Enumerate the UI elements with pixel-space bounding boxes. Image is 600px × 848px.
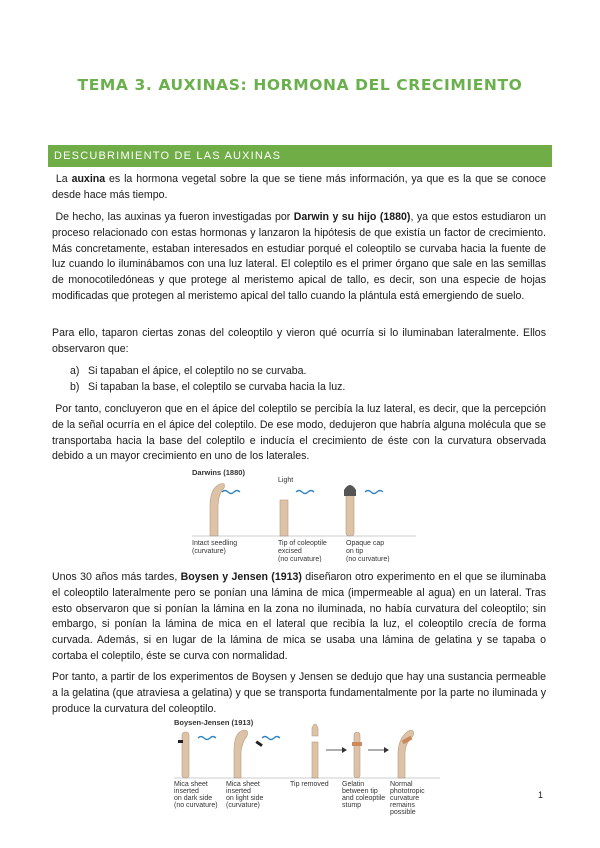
fig2-caption: possible bbox=[390, 809, 416, 816]
fig2-caption: remains bbox=[390, 802, 415, 809]
fig2-caption: Gelatin bbox=[342, 781, 365, 788]
light-wave-icon bbox=[198, 737, 216, 740]
fig2-caption: between tip bbox=[342, 788, 378, 795]
light-wave-icon bbox=[365, 491, 383, 494]
paragraph-5: Unos 30 años más tardes, Boysen y Jensen (1913) diseñaron otro experimento en el que se iluminaba el coleoptilo lateralmente pero se ponían una lámina de mica (impermeable al agua) en un lateral. Tras esto observaron que si ponían la lámina en la zona no iluminada, no había curvatura del coleoptilo; sin embargo, si ponían la lámina de mica en el lateral que recibía la luz, el coleoptilo crecía de forma curvada. Además, si en lugar de la lámina de mica se usaba una lámina de gelatina y se tapaba o cortaba el coleptilo, éste se curva con normalidad. bbox=[52, 571, 546, 662]
fig1-caption: (no curvature) bbox=[278, 556, 322, 562]
fig1-caption: excised bbox=[278, 548, 302, 555]
boysen-jensen-figure bbox=[172, 716, 442, 818]
paragraph-3: Para ello, taparon ciertas zonas del coleoptilo y vieron qué ocurría si lo iluminaban lateralmente. Ellos observaron que: bbox=[52, 327, 546, 355]
mica-sheet-icon bbox=[178, 740, 183, 743]
fig1-caption: (no curvature) bbox=[346, 556, 390, 562]
gelatin-block-icon bbox=[352, 742, 362, 746]
section-heading: DESCUBRIMIENTO DE LAS AUXINAS bbox=[48, 145, 552, 167]
fig2-caption: (curvature) bbox=[226, 802, 260, 809]
fig2-caption: phototropic bbox=[390, 788, 425, 795]
fig1-caption: Opaque cap bbox=[346, 540, 385, 547]
fig1-caption: Intact seedling bbox=[192, 540, 238, 547]
observation-list bbox=[70, 364, 540, 396]
fig1-caption: on tip bbox=[346, 548, 364, 555]
coleoptile-stump-icon bbox=[312, 742, 318, 778]
fig2-caption: Normal bbox=[390, 781, 413, 788]
fig2-caption: and coleoptile bbox=[342, 795, 386, 802]
paragraph-1: La auxina es la hormona vegetal sobre la que se tiene más información, ya que es la que se conoce desde hace más tiempo. bbox=[52, 173, 546, 201]
fig1-caption: Tip of coleoptile bbox=[278, 540, 327, 547]
fig1-caption: (curvature) bbox=[192, 548, 226, 555]
fig2-caption: curvature bbox=[390, 795, 420, 802]
fig2-caption: on light side bbox=[226, 795, 264, 802]
coleoptile-icon bbox=[354, 732, 360, 778]
light-wave-icon bbox=[262, 737, 280, 740]
fig2-caption: inserted bbox=[174, 788, 199, 795]
coleoptile-tip-icon bbox=[312, 724, 318, 736]
darwin-figure bbox=[188, 466, 420, 562]
page-number: 1 bbox=[538, 790, 544, 800]
page-title: TEMA 3. AUXINAS: HORMONA DEL CRECIMIENTO bbox=[77, 76, 523, 94]
fig2-caption: stump bbox=[342, 802, 362, 809]
opaque-cap-icon bbox=[344, 485, 356, 496]
paragraph-6: Por tanto, a partir de los experimentos de Boysen y Jensen se dedujo que hay una sustancia permeable a la gelatina (que atraviesa a gelatina) y que se transporta fundamentalmente por la parte no iluminada y produce la curvatura del coleoptilo. bbox=[52, 671, 546, 715]
list-item: b) Si tapaban la base, el coleptilo se curvaba hacia la luz. bbox=[70, 380, 346, 393]
fig2-caption: (no curvature) bbox=[174, 802, 218, 809]
fig1-light-label: Light bbox=[278, 477, 294, 484]
fig2-title: Boysen-Jensen (1913) bbox=[174, 718, 254, 727]
coleoptile-icon bbox=[346, 490, 354, 536]
fig2-caption: on dark side bbox=[174, 795, 213, 802]
arrow-head-icon bbox=[384, 747, 389, 753]
fig2-caption: Tip removed bbox=[290, 781, 329, 788]
coleoptile-icon bbox=[182, 732, 189, 778]
fig1-title: Darwins (1880) bbox=[192, 468, 245, 477]
coleoptile-curved-icon bbox=[398, 730, 414, 778]
light-wave-icon bbox=[296, 491, 314, 494]
light-wave-icon bbox=[222, 491, 240, 494]
arrow-head-icon bbox=[342, 747, 347, 753]
paragraph-4: Por tanto, concluyeron que en el ápice del coleptilo se percibía la luz lateral, es decir, que la percepción de la señal ocurría en el ápice del coleptilo. De ese modo, dedujeron que habría alguna molécula que se transportaba hacia la base del coleptilo e inducía el crecimiento de éste con la curvatura observada debido a un mayor crecimiento en uno de los laterales. bbox=[52, 403, 546, 463]
fig2-caption: inserted bbox=[226, 788, 251, 795]
mica-sheet-icon bbox=[255, 740, 262, 746]
list-item: a) Si tapaban el ápice, el coleptilo no se curvaba. bbox=[70, 365, 307, 377]
paragraph-2: De hecho, las auxinas ya fueron investigadas por Darwin y su hijo (1880), ya que estos estudiaron un proceso relacionado con estas hormonas y lanzaron la hipótesis de que existía un factor de crecimiento. Más concretamente, estaban interesados en estudiar porqué el coleoptilo se curvaba hacia la fuente de luz cuando lo iluminábamos con una luz lateral. El coleptilo es el primer órgano que sale en las semillas de monocotiledóneas y que protege al meristemo apical de tallo, es decir, son una especie de hojas modificadas que protegen al meristemo apical del tallo cuando la plántula está emergiendo de suelo. bbox=[52, 211, 546, 302]
coleoptile-curved-icon bbox=[234, 730, 248, 778]
fig2-caption: Mica sheet bbox=[226, 781, 260, 788]
coleoptile-cut-icon bbox=[280, 500, 288, 536]
fig2-caption: Mica sheet bbox=[174, 781, 208, 788]
